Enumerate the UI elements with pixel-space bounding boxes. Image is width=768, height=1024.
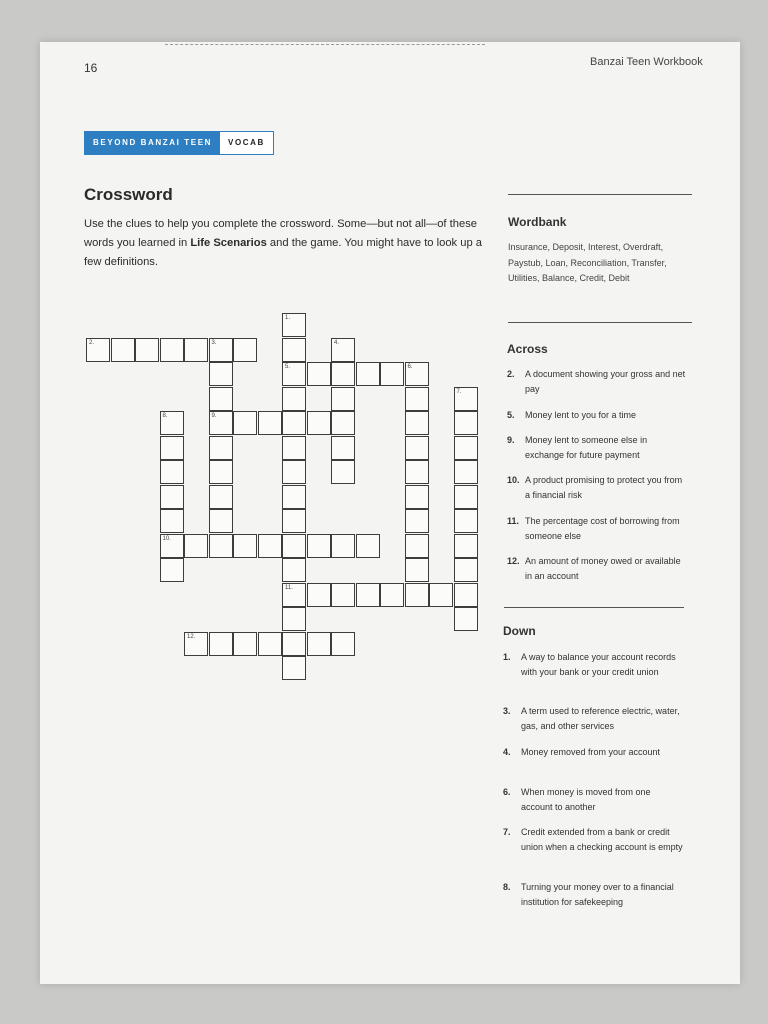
crossword-cell[interactable] [282, 534, 306, 558]
across-clue [507, 514, 687, 544]
crossword-cell[interactable] [160, 485, 184, 509]
clue-text: Money lent to you for a time [525, 410, 637, 420]
down-clue [503, 880, 683, 910]
cell-number: 1. [285, 315, 291, 321]
across-clue [507, 554, 687, 584]
crossword-cell[interactable] [405, 534, 429, 558]
crossword-cell[interactable] [307, 583, 331, 607]
crossword-cell[interactable] [282, 583, 306, 607]
wordbank-bottom-rule [508, 322, 692, 323]
cell-number: 7. [456, 388, 462, 395]
crossword-cell[interactable] [209, 411, 233, 435]
clue-number: 10. [507, 475, 520, 485]
crossword-cell[interactable] [454, 460, 478, 484]
cell-number: 12. [187, 633, 196, 640]
crossword-cell[interactable] [160, 338, 184, 362]
crossword-cell[interactable] [282, 485, 306, 509]
crossword-cell[interactable] [331, 411, 355, 435]
intro-text-bold: Life Scenarios [190, 237, 267, 249]
down-title: Down [503, 624, 536, 638]
clue-number: 4. [503, 747, 511, 757]
crossword-cell[interactable] [160, 558, 184, 582]
clue-text: Credit extended from a bank or credit union when a checking account is empty [521, 827, 683, 852]
wordbank-title: Wordbank [508, 215, 567, 229]
crossword-cell[interactable] [331, 362, 355, 386]
cell-number: 10. [162, 535, 171, 542]
crossword-cell[interactable] [454, 558, 478, 582]
crossword-cell[interactable] [429, 583, 453, 607]
crossword-cell[interactable] [331, 387, 355, 411]
crossword-cell[interactable] [405, 411, 429, 435]
crossword-cell[interactable] [307, 632, 331, 656]
clue-number: 11. [507, 516, 520, 526]
crossword-cell[interactable] [282, 460, 306, 484]
crossword-cell[interactable] [209, 632, 233, 656]
crossword-cell[interactable] [307, 534, 331, 558]
wordbank-top-rule [508, 194, 692, 195]
cell-number: 8. [162, 413, 168, 419]
crossword-cell[interactable] [405, 362, 429, 386]
down-clue [503, 825, 683, 855]
crossword-cell[interactable] [454, 534, 478, 558]
clue-number: 9. [507, 435, 515, 445]
crossword-cell[interactable] [356, 583, 380, 607]
clue-number: 6. [503, 787, 511, 797]
clue-number: 1. [503, 652, 511, 662]
crossword-cell[interactable] [282, 607, 306, 631]
clue-number: 8. [503, 882, 511, 892]
crossword-cell[interactable] [209, 460, 233, 484]
crossword-cell[interactable] [405, 583, 429, 607]
section-tag-primary: BEYOND BANZAI TEEN [85, 132, 220, 154]
cell-number: 5. [285, 364, 291, 370]
section-tag [84, 131, 274, 155]
crossword-cell[interactable] [380, 362, 404, 386]
crossword-cell[interactable] [307, 411, 331, 435]
crossword-cell[interactable] [405, 436, 429, 460]
across-clue [507, 367, 687, 397]
crossword-cell[interactable] [209, 485, 233, 509]
page-title: Crossword [84, 185, 173, 204]
crossword-cell[interactable] [233, 632, 257, 656]
crossword-cell[interactable] [160, 436, 184, 460]
crossword-cell[interactable] [282, 436, 306, 460]
crossword-cell[interactable] [209, 436, 233, 460]
down-clue [503, 704, 683, 734]
crossword-cell[interactable] [282, 338, 306, 362]
crossword-cell[interactable] [405, 485, 429, 509]
book-title: Banzai Teen Workbook [590, 56, 703, 68]
crossword-cell[interactable] [282, 558, 306, 582]
down-clue [503, 785, 683, 815]
crossword-cell[interactable] [282, 411, 306, 435]
crossword-cell[interactable] [331, 534, 355, 558]
crossword-cell[interactable] [135, 338, 159, 362]
crossword-cell[interactable] [454, 387, 478, 411]
down-top-rule [504, 607, 684, 608]
crossword-cell[interactable] [454, 583, 478, 607]
crossword-cell[interactable] [184, 338, 208, 362]
crossword-cell[interactable] [331, 583, 355, 607]
crossword-cell[interactable] [454, 509, 478, 533]
crossword-cell[interactable] [454, 607, 478, 631]
crossword-cell[interactable] [86, 338, 110, 362]
across-title: Across [507, 342, 548, 356]
crossword-cell[interactable] [331, 338, 355, 362]
clue-text: A product promising to protect you from a financial risk [525, 475, 683, 500]
cell-number: 11. [285, 584, 293, 591]
crossword-cell[interactable] [233, 338, 257, 362]
crossword-cell[interactable] [282, 509, 306, 533]
crossword-cell[interactable] [160, 509, 184, 533]
clue-text: A term used to reference electric, water, gas, and other services [521, 706, 680, 731]
across-clue [507, 408, 687, 423]
crossword-cell[interactable] [233, 534, 257, 558]
clue-number: 5. [507, 410, 515, 420]
clue-text: Turning your money over to a financial institution for safekeeping [521, 882, 674, 907]
crossword-cell[interactable] [209, 534, 233, 558]
crossword-cell[interactable] [282, 656, 306, 680]
crossword-cell[interactable] [454, 485, 478, 509]
clue-number: 12. [507, 556, 520, 566]
crossword-cell[interactable] [258, 411, 282, 435]
clue-text: A way to balance your account records with your bank or your credit union [521, 652, 676, 677]
section-tag-secondary: VOCAB [220, 132, 273, 154]
crossword-cell[interactable] [380, 583, 404, 607]
crossword-cell[interactable] [233, 411, 257, 435]
cell-number: 3. [211, 339, 217, 346]
crossword-cell[interactable] [356, 362, 380, 386]
cell-number: 2. [89, 339, 95, 346]
crossword-cell[interactable] [454, 436, 478, 460]
clue-text: The percentage cost of borrowing from someone else [525, 516, 680, 541]
crossword-cell[interactable] [405, 558, 429, 582]
crossword-cell[interactable] [331, 632, 355, 656]
crossword-cell[interactable] [282, 632, 306, 656]
crossword-cell[interactable] [209, 387, 233, 411]
crossword-cell[interactable] [184, 534, 208, 558]
crossword-cell[interactable] [160, 411, 184, 435]
crossword-cell[interactable] [405, 460, 429, 484]
clue-number: 7. [503, 827, 511, 837]
down-clue [503, 650, 683, 680]
clue-text: Money removed from your account [521, 747, 661, 757]
intro-text-end: and the game. You might have to look up a few definitions. [84, 237, 483, 268]
across-clue [507, 433, 687, 463]
crossword-cell[interactable] [331, 436, 355, 460]
crossword-cell[interactable] [454, 411, 478, 435]
crossword-cell[interactable] [282, 387, 306, 411]
crossword-cell[interactable] [184, 632, 208, 656]
crossword-cell[interactable] [111, 338, 135, 362]
across-clue [507, 473, 687, 503]
crossword-cell[interactable] [160, 534, 184, 558]
cell-number: 4. [334, 339, 340, 346]
crossword-cell[interactable] [282, 362, 306, 386]
down-clue [503, 745, 683, 760]
crossword-cell[interactable] [160, 460, 184, 484]
crossword-cell[interactable] [307, 362, 331, 386]
crossword-cell[interactable] [209, 362, 233, 386]
wordbank-list: Insurance, Deposit, Interest, Overdraft, Paystub, Loan, Reconciliation, Transfer, Utilities, Balance, Credit, Debit [508, 242, 667, 283]
intro-paragraph [84, 215, 484, 272]
page-number: 16 [84, 61, 98, 75]
crossword-cell[interactable] [356, 534, 380, 558]
crossword-cell[interactable] [209, 509, 233, 533]
crossword-cell[interactable] [405, 387, 429, 411]
clue-text: A document showing your gross and net pay [525, 369, 686, 394]
crossword-cell[interactable] [258, 534, 282, 558]
crossword-cell[interactable] [209, 338, 233, 362]
clue-text: When money is moved from one account to another [521, 787, 651, 812]
crossword-cell[interactable] [405, 509, 429, 533]
cell-number: 9. [211, 413, 217, 419]
clue-text: Money lent to someone else in exchange for future payment [525, 435, 648, 460]
clue-number: 3. [503, 706, 511, 716]
cell-number: 6. [407, 364, 413, 370]
crossword-cell[interactable] [331, 460, 355, 484]
clue-text: An amount of money owed or available in an account [525, 556, 681, 581]
top-divider [165, 44, 485, 46]
clue-number: 2. [507, 369, 515, 379]
intro-text-start: Use the clues to help you complete the crossword. Some—but not all—of these words you learned in [84, 218, 478, 249]
crossword-cell[interactable] [258, 632, 282, 656]
crossword-cell[interactable] [282, 313, 306, 337]
